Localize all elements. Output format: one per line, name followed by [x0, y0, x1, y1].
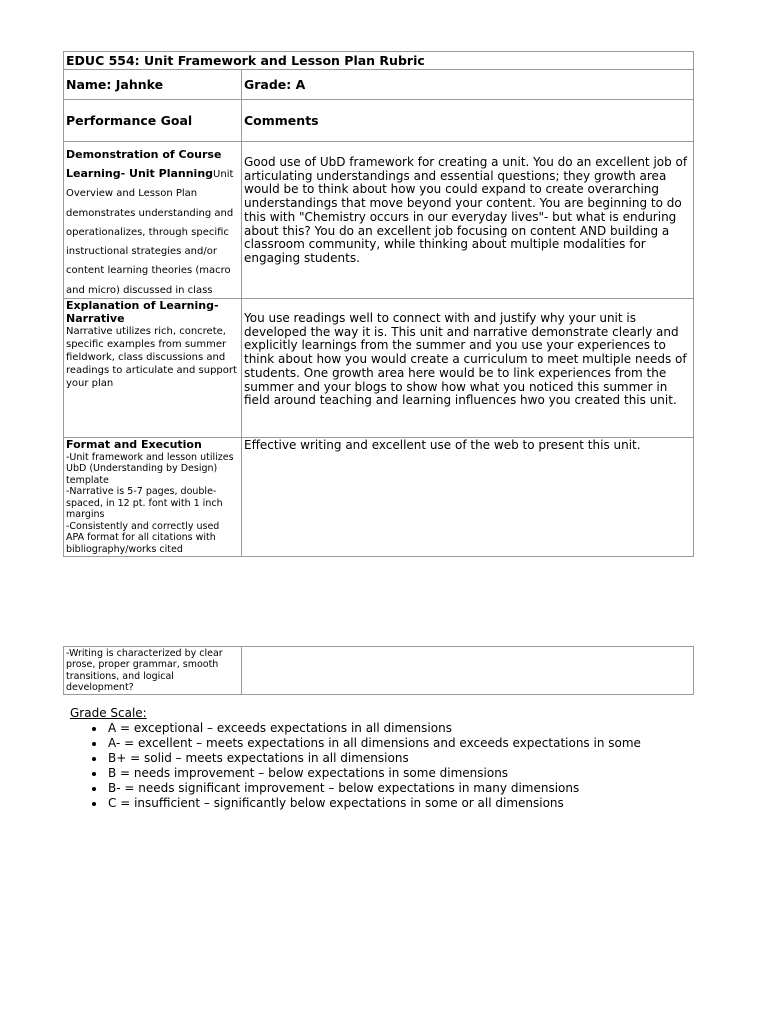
- goal-line: -Consistently and correctly used APA format for all citations with bibliography/works cited: [66, 520, 220, 555]
- goal-description: Unit Overview and Lesson Plan demonstrates understanding and operationalizes, through specific instructional strategies and/or content learning theories (macro and micro) discussed in class: [66, 169, 234, 296]
- table-row: [64, 142, 694, 299]
- grade-scale: [70, 706, 641, 811]
- grade-scale-list: [70, 721, 641, 811]
- grade-scale-title: Grade Scale:: [70, 706, 147, 720]
- rubric-table: [63, 51, 694, 557]
- goal-cell: -Writing is characterized by clear prose, proper grammar, smooth transitions, and logical development?: [64, 647, 242, 695]
- list-item: • C = insufficient – significantly below expectations in some or all dimensions: [106, 796, 641, 811]
- list-item: • A = exceptional – exceeds expectations in all dimensions: [106, 721, 641, 736]
- goal-title: Demonstration of Course Learning- Unit Planning: [66, 148, 222, 180]
- goal-cell: [64, 142, 242, 299]
- comments-header: Comments: [242, 100, 694, 142]
- comment-cell: Good use of UbD framework for creating a unit. You do an excellent job of articulating understandings and essential questions; they growth area would be to think about how you could expand to create overarching understandings that move beyond your content. You are beginning to do this with "Chemistry occurs in our everyday lives"- but what is enduring about this? You do an excellent job focusing on content AND building a classroom community, while thinking about multiple modalities for engaging students.: [242, 142, 694, 299]
- grade-value: Grade: A: [242, 70, 694, 100]
- performance-goal-header: Performance Goal: [64, 100, 242, 142]
- list-item: • B = needs improvement – below expectations in some dimensions: [106, 766, 641, 781]
- table-row: [64, 299, 694, 438]
- goal-cell: [64, 299, 242, 438]
- goal-line: -Unit framework and lesson utilizes UbD (Understanding by Design) template: [66, 451, 234, 486]
- comment-cell: You use readings well to connect with and justify why your unit is developed the way it is. This unit and narrative demonstrate clearly and explicitly learnings from the summer and you use your experiences to think about how you would create a curriculum to meet multiple needs of students. One growth area here would be to link experiences from the summer and your blogs to show how what you noticed this summer in field around teaching and learning influences hwo you created this unit.: [242, 299, 694, 438]
- rubric-table-continued: [63, 646, 694, 695]
- comment-cell: Effective writing and excellent use of the web to present this unit.: [242, 438, 694, 557]
- list-item: • B+ = solid – meets expectations in all dimensions: [106, 751, 641, 766]
- table-row: [64, 438, 694, 557]
- table-row: [64, 647, 694, 695]
- goal-cell: [64, 438, 242, 557]
- student-name: Name: Jahnke: [64, 70, 242, 100]
- goal-description: Narrative utilizes rich, concrete, specific examples from summer fieldwork, class discussions and readings to articulate and support your plan: [66, 326, 237, 390]
- comment-cell: [242, 647, 694, 695]
- list-item: • A- = excellent – meets expectations in all dimensions and exceeds expectations in some: [106, 736, 641, 751]
- rubric-title: EDUC 554: Unit Framework and Lesson Plan Rubric: [64, 52, 694, 70]
- goal-title: Explanation of Learning-Narrative: [66, 299, 219, 325]
- list-item: • B- = needs significant improvement – below expectations in many dimensions: [106, 781, 641, 796]
- goal-title: Format and Execution: [66, 438, 202, 452]
- goal-line: -Narrative is 5-7 pages, double-spaced, in 12 pt. font with 1 inch margins: [66, 486, 223, 521]
